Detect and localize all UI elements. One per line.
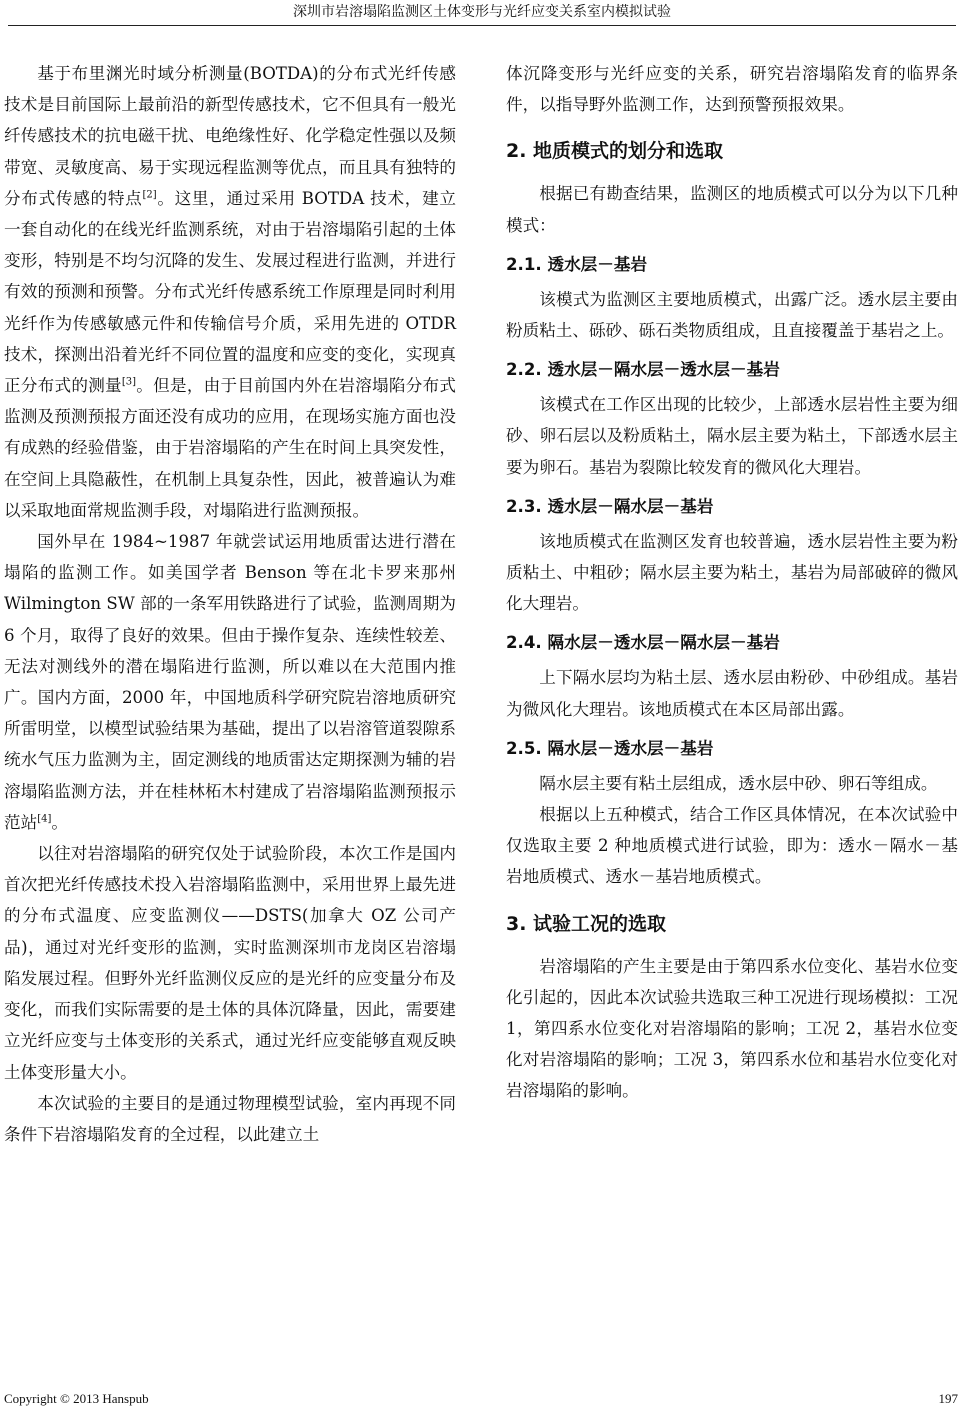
footer-copyright: Copyright © 2013 Hanspub (4, 1391, 149, 1406)
footer-page-number: 197 (938, 1391, 958, 1406)
subsection-2-5-heading: 2.5. 隔水层－透水层－基岩 (506, 738, 714, 758)
section-3-heading: 3. 试验工况的选取 (506, 912, 667, 935)
subsection-2-4-text: 上下隔水层均为粘土层、透水层由粉砂、中砂组成。基岩为微风化大理岩。该地质模式在本区局部出露。 (506, 668, 958, 719)
right-column (506, 58, 958, 1107)
citation-4[interactable]: [4] (37, 813, 52, 825)
subsection-2-1-text: 该模式为监测区主要地质模式，出露广泛。透水层主要由粉质粘土、砾砂、砾石类物质组成，且直接覆盖于基岩之上。 (506, 289, 958, 341)
running-title: 深圳市岩溶塌陷监测区土体变形与光纤应变关系室内模拟试验 (293, 4, 671, 20)
subsection-2-1-heading: 2.1. 透水层－基岩 (506, 254, 648, 274)
paragraph-prior-research: 国外早在 1984~1987 年就尝试运用地质雷达进行潜在塌陷的监测工作。如美国学者 Benson 等在北卡罗来那州 Wilmington SW 部的一条军用铁路进行了试验，监测周期为 6 个月，取得了良好的效果。但由于操作复杂、连续性较差、无法对测线外的潜在塌陷进行监测，所以难以在大范围内推广。国内方面，2000 年，中国地质科学研究院岩溶地质研究所雷明堂，以模型试验结果为基础，提出了以岩溶管道裂隙系统水气压力监测为主，固定测线的地质雷达定期探测为辅的岩溶塌陷监测方法，并在桂林柘木村建成了岩溶塌陷监测预报示范站[4]。 (4, 532, 456, 832)
section-2-heading: 2. 地质模式的划分和选取 (506, 140, 724, 163)
citation-3[interactable]: [3] (121, 376, 137, 388)
citation-2[interactable]: [2] (142, 189, 157, 201)
paragraph-objective-continued: 体沉降变形与光纤应变的关系，研究岩溶塌陷发育的临界条件，以指导野外监测工作，达到预警预报效果。 (506, 64, 958, 115)
running-header (0, 0, 964, 22)
subsection-2-2-heading: 2.2. 透水层－隔水层－透水层－基岩 (506, 360, 780, 380)
left-column (4, 58, 456, 1150)
subsection-2-5-text: 隔水层主要有粘土层组成，透水层中砂、卵石等组成。 (539, 773, 938, 793)
paragraph-botda: 基于布里渊光时域分析测量(BOTDA)的分布式光纤传感技术是目前国际上最前沿的新型传感技术，它不但具有一般光纤传感技术的抗电磁干扰、电绝缘性好、化学稳定性强以及频带宽、灵敏度高、易于实现远程监测等优点，而且具有独特的分布式传感的特点[2]。这里，通过采用 BOTDA 技术，建立一套自动化的在线光纤监测系统，对由于岩溶塌陷引起的土体变形，特别是不均匀沉降的发生、发展过程进行监测，并进行有效的预测和预警。分布式光纤传感系统工作原理是同时利用光纤作为传感敏感元件和传输信号介质，采用先进的 OTDR 技术，探测出沿着光纤不同位置的温度和应变的变化，实现真正分布式的测量[3]。但是，由于目前国内外在岩溶塌陷分布式监测及预测预报方面还没有成功的应用，在现场实施方面也没有成熟的经验借鉴，由于岩溶塌陷的产生在时间上具突发性，在空间上具隐蔽性，在机制上具复杂性，因此，被普遍认为难以采取地面常规监测手段，对塌陷进行监测预报。 (4, 64, 457, 520)
paragraph-objective: 本次试验的主要目的是通过物理模型试验，室内再现不同条件下岩溶塌陷发育的全过程，以此建立土 (4, 1093, 456, 1144)
section-2-summary: 根据以上五种模式，结合工作区具体情况，在本次试验中仅选取主要 2 种地质模式进行试验，即为：透水－隔水－基岩地质模式、透水－基岩地质模式。 (506, 805, 958, 887)
subsection-2-4-heading: 2.4. 隔水层－透水层－隔水层－基岩 (506, 633, 780, 653)
header-rule (8, 25, 956, 26)
subsection-2-2-text: 该模式在工作区出现的比较少，上部透水层岩性主要为细砂、卵石层以及粉质粘土，隔水层主要为粘土，下部透水层主要为卵石。基岩为裂隙比较发育的微风化大理岩。 (506, 395, 958, 477)
subsection-2-3-heading: 2.3. 透水层－隔水层－基岩 (506, 496, 714, 516)
paragraph-this-work: 以往对岩溶塌陷的研究仅处于试验阶段，本次工作是国内首次把光纤传感技术投入岩溶塌陷监测中，采用世界上最先进的分布式温度、应变监测仪——DSTS(加拿大 OZ 公司产品)，通过对光纤变形的监测，实时监测深圳市龙岗区岩溶塌陷发展过程。但野外光纤监测仪反应的是光纤的应变量分布及变化，而我们实际需要的是土体的具体沉降量，因此，需要建立光纤应变与土体变形的关系式，通过光纤应变能够直观反映土体变形量大小。 (4, 844, 456, 1082)
subsection-2-3-text: 该地质模式在监测区发育也较普遍，透水层岩性主要为粉质粘土、中粗砂；隔水层主要为粘土，基岩为局部破碎的微风化大理岩。 (506, 531, 958, 614)
section-2-intro: 根据已有勘查结果，监测区的地质模式可以分为以下几种模式： (506, 184, 958, 235)
section-3-text: 岩溶塌陷的产生主要是由于第四系水位变化、基岩水位变化引起的，因此本次试验共选取三种工况进行现场模拟：工况 1，第四系水位变化对岩溶塌陷的影响；工况 2，基岩水位变化对岩溶塌陷的影响；工况 3，第四系水位和基岩水位变化对岩溶塌陷的影响。 (506, 956, 958, 1101)
